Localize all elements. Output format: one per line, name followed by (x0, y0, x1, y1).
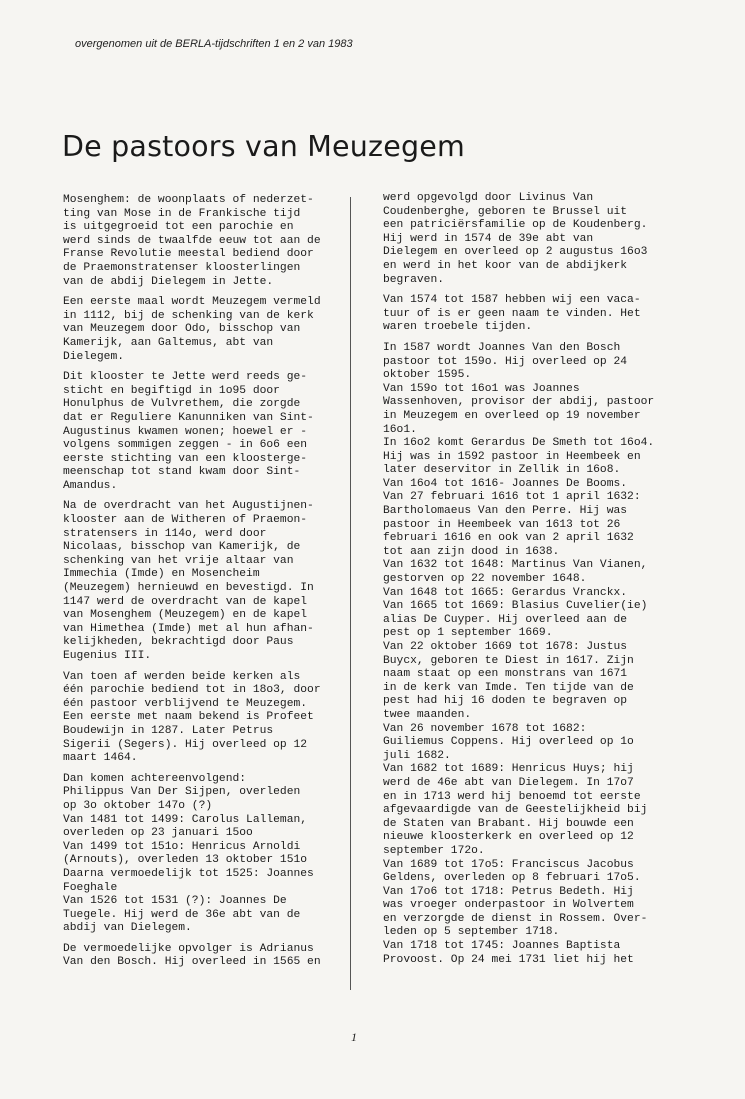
text-line: Hij werd in 1574 de 39e abt van (383, 232, 594, 245)
text-line: Van 22 oktober 1669 tot 1678: Justus (383, 641, 628, 653)
text-line: meenschap tot stand kwam door Sint- (63, 466, 301, 479)
text-line: Van 27 februari 1616 tot 1 april 1632: (383, 491, 641, 504)
text-line: Van 1526 tot 1531 (?): Joannes De (63, 895, 287, 908)
text-line: Dielegem en overleed op 2 augustus 16o3 (383, 246, 648, 259)
paragraph (63, 500, 343, 663)
paragraph (383, 342, 663, 967)
text-line: ting van Mose in de Frankische tijd (63, 207, 301, 220)
text-line: op 3o oktober 147o (?) (63, 799, 213, 812)
source-note: overgenomen uit de BERLA-tijdschriften 1 en 2 van 1983 (75, 38, 353, 50)
text-line: september 172o. (383, 844, 485, 857)
text-line: februari 1616 en ook van 2 april 1632 (383, 532, 634, 545)
text-line: Van 1481 tot 1499: Carolus Lalleman, (63, 813, 308, 826)
text-line: Van 1648 tot 1665: Gerardus Vranckx. (383, 586, 628, 599)
paragraph (63, 773, 343, 936)
text-line: Philippus Van Der Sijpen, overleden (63, 786, 301, 799)
right-column (383, 192, 663, 974)
text-line: van Meuzegem door Odo, bisschop van (63, 323, 301, 336)
text-line: pest op 1 september 1669. (383, 627, 553, 640)
text-line: Buycx, geboren te Diest in 1617. Zijn (383, 654, 634, 667)
text-line: Franse Revolutie meestal bediend door (63, 248, 314, 261)
text-line: waren troebele tijden. (383, 321, 533, 334)
text-line: Van toen af werden beide kerken als (63, 670, 301, 683)
text-line: maart 1464. (63, 752, 138, 765)
text-line: van de abdij Dielegem in Jette. (63, 275, 274, 288)
paragraph (63, 371, 343, 493)
left-column (63, 194, 343, 977)
text-line: eerste stichting van een kloosterge- (63, 452, 308, 465)
text-line: de Staten van Brabant. Hij bouwde een (383, 817, 634, 830)
text-line: kelijkheden, bekrachtigd door Paus (63, 636, 294, 649)
text-line: de Praemonstratenser kloosterlingen (63, 261, 301, 274)
text-line: van Himethea (Imde) met al hun afhan- (63, 622, 314, 635)
text-line: abdij van Dielegem. (63, 922, 192, 935)
text-line: Van den Bosch. Hij overleed in 1565 en (63, 956, 321, 969)
text-line: Boudewijn in 1287. Later Petrus (63, 724, 274, 737)
text-line: Daarna vermoedelijk tot 1525: Joannes (63, 867, 314, 880)
text-line: Kamerijk, aan Galtemus, abt van (63, 336, 274, 349)
text-line: Dielegem. (63, 350, 125, 363)
text-line: tot aan zijn dood in 1638. (383, 545, 560, 558)
paragraph (63, 943, 343, 970)
text-line: pastoor tot 159o. Hij overleed op 24 (383, 355, 628, 368)
text-line: naam staat op een monstrans van 1671 (383, 668, 628, 681)
text-line: Hij was in 1592 pastoor in Heembeek en (383, 450, 641, 463)
text-line: Van 1689 tot 17o5: Franciscus Jacobus (383, 858, 634, 871)
text-line: Van 16o4 tot 1616- Joannes De Booms. (383, 477, 628, 490)
text-line: leden op 5 september 1718. (383, 926, 560, 939)
text-line: werd de 46e abt van Dielegem. In 17o7 (383, 776, 634, 789)
text-line: juli 1682. (383, 749, 451, 762)
text-line: Een eerste maal wordt Meuzegem vermeld (63, 296, 321, 309)
text-line: klooster aan de Witheren of Praemon- (63, 514, 308, 527)
text-line: Sigerii (Segers). Hij overleed op 12 (63, 738, 308, 751)
text-line: Van 26 november 1678 tot 1682: (383, 722, 587, 735)
text-line: pest had hij 16 doden te begraven op (383, 695, 628, 708)
text-line: Van 1682 tot 1689: Henricus Huys; hij (383, 763, 634, 776)
text-line: sticht en begiftigd in 1o95 door (63, 384, 280, 397)
text-line: Van 1499 tot 151o: Henricus Arnoldi (63, 840, 301, 853)
text-line: stratensers in 114o, werd door (63, 527, 267, 540)
text-line: één parochie bediend tot in 18o3, door (63, 684, 321, 697)
text-line: 1147 werd de overdracht van de kapel (63, 595, 308, 608)
text-line: Bartholomaeus Van den Perre. Hij was (383, 505, 628, 518)
column-divider (350, 197, 351, 990)
paragraph (383, 294, 663, 335)
text-line: Mosenghem: de woonplaats of nederzet- (63, 194, 314, 206)
text-line: in 1112, bij de schenking van de kerk (63, 309, 314, 322)
text-line: overleden op 23 januari 15oo (63, 827, 253, 840)
text-line: Na de overdracht van het Augustijnen- (63, 500, 314, 513)
text-line: en in 1713 werd hij benoemd tot eerste (383, 790, 641, 803)
text-line: één pastoor verblijvend te Meuzegem. (63, 697, 308, 710)
text-line: In 1587 wordt Joannes Van den Bosch (383, 341, 621, 354)
text-line: afgevaardigde van de Geestelijkheid bij (383, 804, 648, 817)
text-line: Foeghale (63, 881, 118, 894)
text-line: Guiliemus Coppens. Hij overleed op 1o (383, 736, 634, 749)
text-line: Eugenius III. (63, 650, 152, 662)
text-line: in de kerk van Imde. Ten tijde van de (383, 681, 634, 694)
text-line: van Mosenghem (Meuzegem) en de kapel (63, 609, 308, 622)
paragraph (383, 192, 663, 287)
text-line: De vermoedelijke opvolger is Adrianus (63, 942, 314, 955)
text-line: Van 1665 tot 1669: Blasius Cuvelier(ie) (383, 600, 648, 613)
text-line: en werd in het koor van de abdijkerk (383, 259, 628, 272)
text-line: Augustinus kwamen wonen; hoewel er - (63, 425, 308, 438)
text-line: Van 159o tot 16o1 was Joannes (383, 382, 580, 395)
text-line: Een eerste met naam bekend is Profeet (63, 711, 314, 724)
text-line: nieuwe kloosterkerk en overleed op 12 (383, 831, 634, 844)
text-line: Geldens, overleden op 8 februari 17o5. (383, 872, 641, 885)
text-line: gestorven op 22 november 1648. (383, 573, 587, 586)
paragraph (63, 194, 343, 289)
text-line: (Meuzegem) hernieuwd en bevestigd. In (63, 582, 314, 595)
text-line: schenking van het vrije altaar van (63, 554, 294, 567)
text-line: begraven. (383, 273, 445, 286)
text-line: (Arnouts), overleden 13 oktober 151o (63, 854, 308, 867)
text-line: Nicolaas, bisschop van Kamerijk, de (63, 541, 301, 554)
text-line: oktober 1595. (383, 369, 472, 382)
text-line: en verzorgde de dienst in Rossem. Over- (383, 912, 648, 925)
text-line: Amandus. (63, 479, 118, 492)
text-line: Dit klooster te Jette werd reeds ge- (63, 371, 308, 384)
text-line: Honulphus de Vulvrethem, die zorgde (63, 398, 301, 411)
text-line: tuur of is er geen naam te vinden. Het (383, 307, 641, 320)
page-number: 1 (351, 1030, 357, 1044)
text-line: alias De Cuyper. Hij overleed aan de (383, 613, 628, 626)
text-line: Van 1574 tot 1587 hebben wij een vaca- (383, 294, 641, 307)
text-line: Van 17o6 tot 1718: Petrus Bedeth. Hij (383, 885, 634, 898)
text-line: twee maanden. (383, 708, 472, 721)
paragraph (63, 671, 343, 766)
text-line: 16o1. (383, 423, 417, 436)
text-line: een patriciërsfamilie op de Koudenberg. (383, 219, 648, 232)
text-line: Wassenhoven, provisor der abdij, pastoor (383, 396, 655, 409)
text-line: volgens sommigen zeggen - in 6o6 een (63, 439, 308, 452)
text-line: pastoor in Heembeek van 1613 tot 26 (383, 518, 621, 531)
text-line: Van 1718 tot 1745: Joannes Baptista (383, 940, 621, 953)
text-line: dat er Reguliere Kanunniken van Sint- (63, 411, 314, 424)
page-title: De pastoors van Meuzegem (62, 130, 465, 163)
text-line: Dan komen achtereenvolgend: (63, 772, 247, 785)
paragraph (63, 296, 343, 364)
text-line: was vroeger onderpastoor in Wolvertem (383, 899, 634, 912)
text-line: Van 1632 tot 1648: Martinus Van Vianen, (383, 559, 648, 572)
text-line: is uitgegroeid tot een parochie en (63, 221, 294, 234)
text-line: Tuegele. Hij werd de 36e abt van de (63, 908, 301, 921)
text-line: werd sinds de twaalfde eeuw tot aan de (63, 234, 321, 247)
text-line: Immechia (Imde) en Mosencheim (63, 568, 260, 581)
text-line: In 16o2 komt Gerardus De Smeth tot 16o4. (383, 437, 655, 450)
text-line: in Meuzegem en overleed op 19 november (383, 409, 641, 422)
text-line: Provoost. Op 24 mei 1731 liet hij het (383, 953, 634, 966)
text-line: werd opgevolgd door Livinus Van (383, 192, 594, 204)
text-line: Coudenberghe, geboren te Brussel uit (383, 205, 628, 218)
text-line: later deservitor in Zellik in 16o8. (383, 464, 621, 477)
